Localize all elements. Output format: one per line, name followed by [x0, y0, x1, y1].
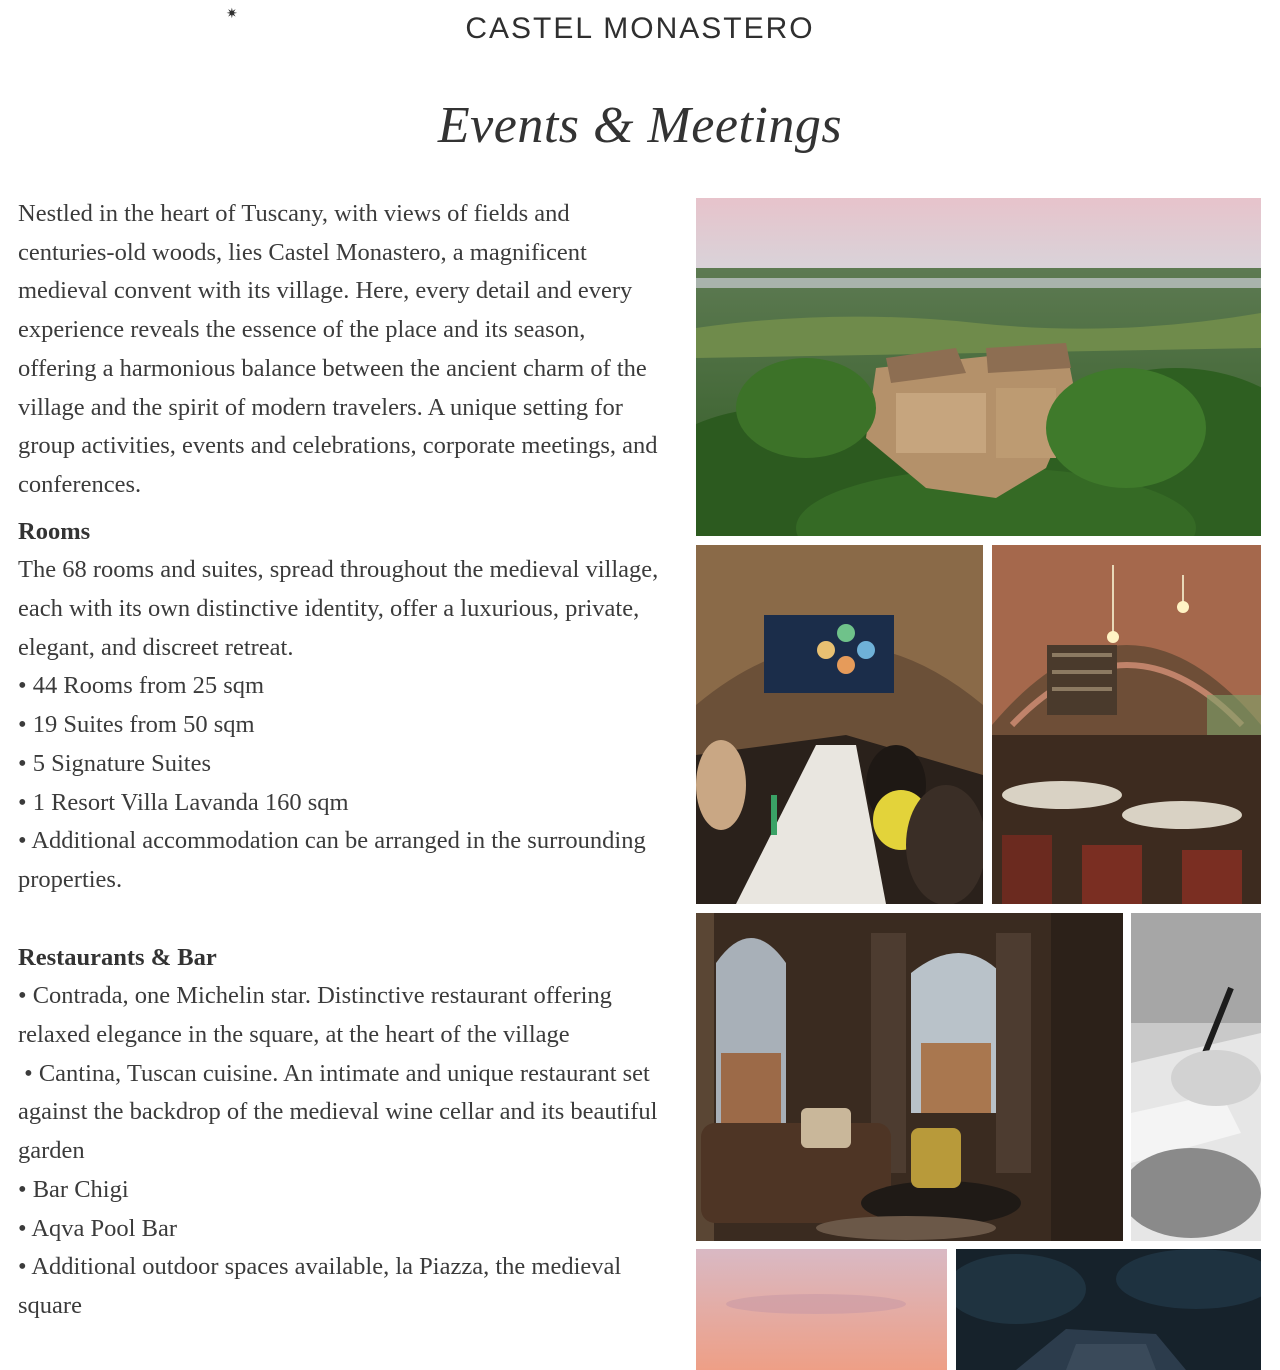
list-item: • Cantina, Tuscan cuisine. An intimate and unique restaurant set against the backdrop of the medieval wine cellar and its beautiful garden	[18, 1059, 664, 1165]
intro-paragraph: Nestled in the heart of Tuscany, with views of fields and centuries-old woods, lies Castel Monastero, a magnificent medieval convent with its village. Here, every detail and every experience reveals the essence of the place and its season, offering a harmonious balance between the ancient charm of the village and the spirit of modern travelers. A unique setting for group activities, events and celebrations, corporate meetings, and conferences.	[18, 200, 658, 498]
photo-vaulted-restaurant	[992, 545, 1261, 904]
list-item: • 19 Suites from 50 sqm	[18, 711, 255, 739]
logo-text: CASTEL MONASTERO	[465, 12, 815, 45]
list-item: • 44 Rooms from 25 sqm	[18, 672, 265, 700]
text-column	[18, 195, 668, 1326]
list-item: • 5 Signature Suites	[18, 749, 211, 777]
photo-night	[956, 1249, 1261, 1370]
list-item: • Additional accommodation can be arranged in the surrounding properties.	[18, 827, 646, 893]
photo-dusk	[696, 1249, 947, 1370]
rooms-description: The 68 rooms and suites, spread throughout the medieval village, each with its own distinctive identity, offer a luxurious, private, elegant, and discreet retreat.	[18, 556, 659, 661]
brand-logo	[0, 6, 1280, 46]
photo-lounge	[696, 913, 1123, 1241]
list-item: • 1 Resort Villa Lavanda 160 sqm	[18, 788, 349, 816]
photo-aerial-castle	[696, 198, 1261, 536]
photo-meeting-room	[696, 545, 983, 904]
restaurants-heading: Restaurants & Bar	[18, 943, 217, 971]
rooms-heading: Rooms	[18, 517, 91, 545]
list-item: • Bar Chigi	[18, 1175, 129, 1203]
list-item: • Contrada, one Michelin star. Distinctive restaurant offering relaxed elegance in the square, at the heart of the village	[18, 982, 612, 1049]
photo-writing	[1131, 913, 1261, 1241]
list-item: • Additional outdoor spaces available, la Piazza, the medieval square	[18, 1253, 622, 1319]
star-icon: ✷	[226, 6, 238, 22]
list-item: • Aqva Pool Bar	[18, 1214, 177, 1242]
page-title: Events & Meetings	[437, 97, 843, 154]
